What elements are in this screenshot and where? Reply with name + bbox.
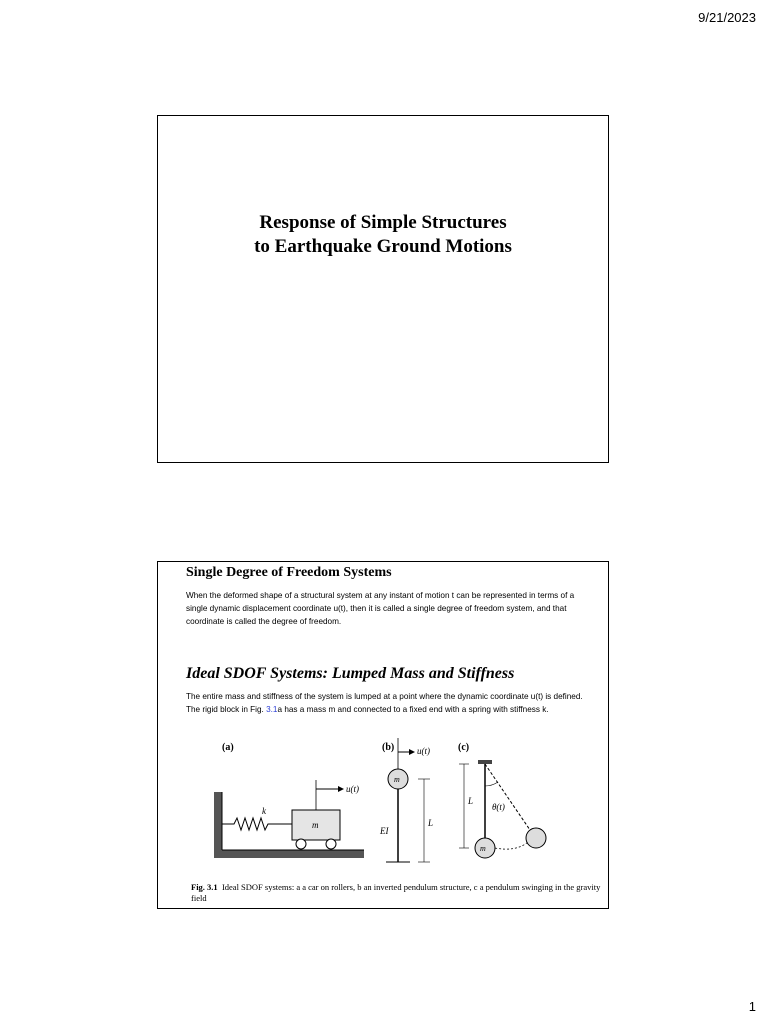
sdof-figure — [206, 734, 576, 874]
pendulum-displacement-label: u(t) — [417, 746, 430, 756]
page-number: 1 — [748, 999, 756, 1014]
figure-reference-link[interactable]: 3.1 — [266, 705, 278, 715]
pendulum-angle-label: θ(t) — [492, 802, 505, 812]
caption-label: Fig. 3.1 — [191, 882, 218, 892]
caption-text: Ideal SDOF systems: a a car on rollers, b an inverted pendulum structure, c a pendulum swinging in the gravity field — [191, 882, 601, 903]
slide-1-title — [158, 211, 608, 259]
sdof-definition-paragraph: When the deformed shape of a structural system at any instant of motion t can be represented in terms of a single dynamic displacement coordinate u(t), then it is called a single degree of freedom system, and that coordinate is called the degree of freedom. — [186, 591, 575, 627]
inverted-pendulum-diagram — [379, 738, 433, 862]
fig-label-c: (c) — [458, 742, 470, 753]
column-ei-label: EI — [380, 826, 389, 836]
cart-mass-label: m — [312, 820, 319, 830]
paragraph-text-start: The entire mass and stiffness of the system is lumped at a point where the dynamic coordinate u(t) is defined. The rigid block in Fig. — [186, 692, 583, 715]
slide-2 — [157, 561, 609, 909]
cart-system-diagram — [214, 780, 364, 858]
title-line-2: to Earthquake Ground Motions — [254, 236, 512, 257]
slide-1 — [157, 115, 609, 463]
spring-k-label: k — [262, 806, 266, 816]
slide-2-heading: Single Degree of Freedom Systems — [186, 565, 392, 580]
pendulum-mass-label: m — [394, 775, 400, 784]
cart-displacement-label: u(t) — [346, 784, 359, 794]
date-header: 9/21/2023 — [698, 10, 756, 25]
fig-label-a: (a) — [222, 742, 234, 753]
fig-label-b: (b) — [382, 742, 395, 753]
title-line-1: Response of Simple Structures — [259, 212, 507, 233]
swinging-pendulum-diagram — [459, 760, 546, 858]
slide-2-subheading: Ideal SDOF Systems: Lumped Mass and Stiffness — [186, 665, 515, 682]
figure-caption — [191, 882, 601, 904]
paragraph-text-end: a has a mass m and connected to a fixed end with a spring with stiffness k. — [277, 705, 549, 715]
column-length-label: L — [428, 818, 434, 828]
lumped-mass-paragraph — [186, 690, 586, 716]
bob-mass-label: m — [480, 844, 486, 853]
pendulum-length-label: L — [468, 796, 474, 806]
